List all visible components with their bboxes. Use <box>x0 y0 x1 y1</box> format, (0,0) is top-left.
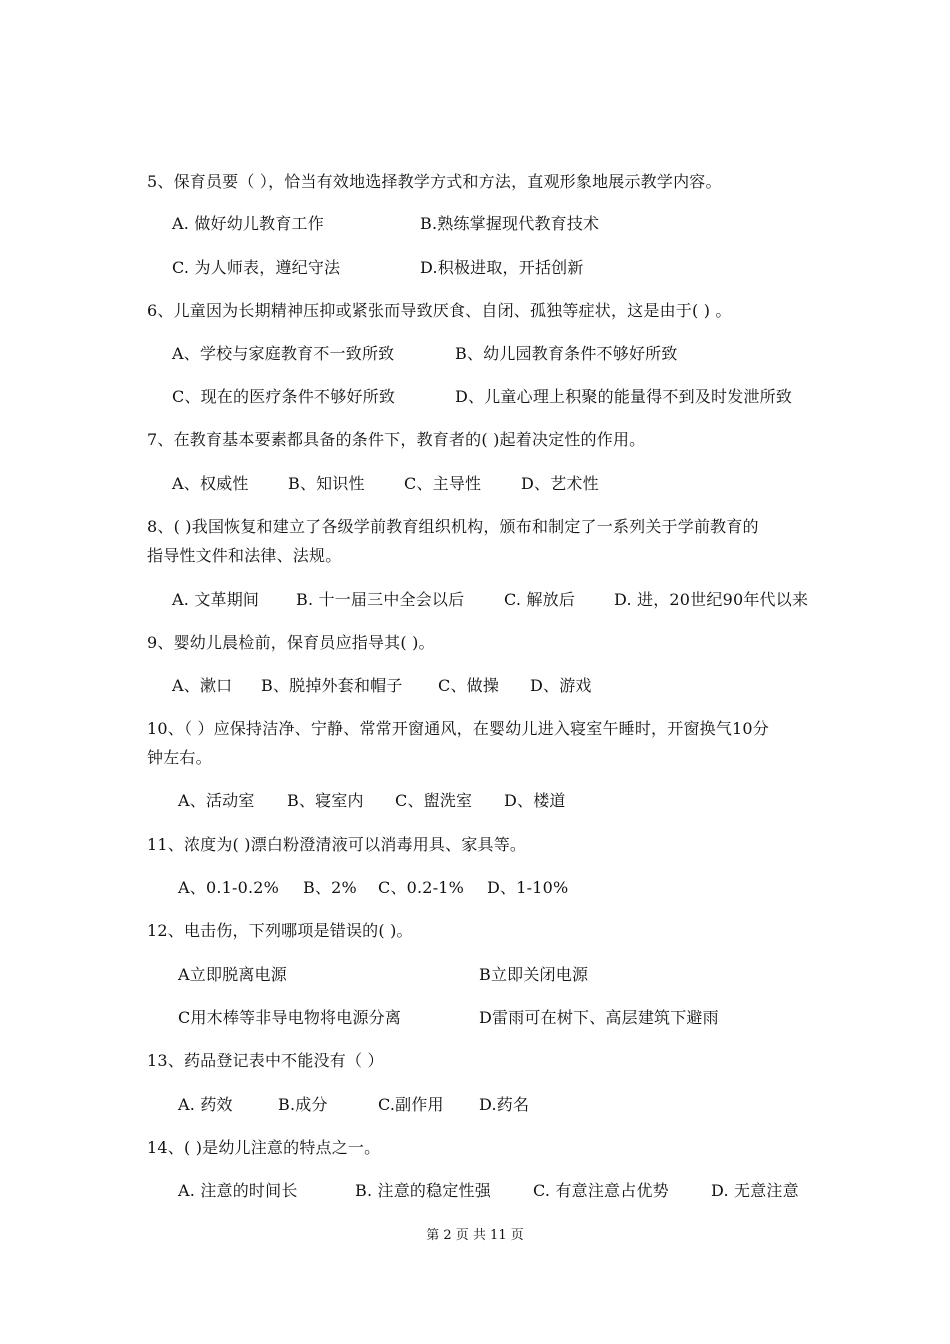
question-9-stem: 9、婴幼儿晨检前，保育员应指导其( )。 <box>147 633 435 652</box>
question-13-option-a: A. 药效 <box>178 1095 233 1114</box>
question-11-stem: 11、浓度为( )漂白粉澄清液可以消毒用具、家具等。 <box>147 835 527 854</box>
question-11-option-b: B、2% <box>303 878 357 897</box>
question-13-option-d: D.药名 <box>479 1095 530 1114</box>
question-8-option-b: B. 十一届三中全会以后 <box>296 590 465 609</box>
question-5-stem: 5、保育员要（ ），恰当有效地选择教学方式和方法，直观形象地展示教学内容。 <box>147 172 722 191</box>
question-12-option-a: A立即脱离电源 <box>178 965 287 984</box>
question-13-option-b: B.成分 <box>278 1095 328 1114</box>
question-7-option-c: C、主导性 <box>404 474 482 493</box>
question-10-option-d: D、楼道 <box>504 791 566 810</box>
question-6-option-d: D、儿童心理上积聚的能量得不到及时发泄所致 <box>455 387 793 406</box>
question-12-option-d: D雷雨可在树下、高层建筑下避雨 <box>479 1008 719 1027</box>
question-6-option-c: C、现在的医疗条件不够好所致 <box>172 387 396 406</box>
question-11-option-a: A、0.1-0.2% <box>178 878 280 897</box>
question-11-option-d: D、1-10% <box>487 878 569 897</box>
question-14-option-a: A. 注意的时间长 <box>178 1181 298 1200</box>
question-5-option-c: C. 为人师表，遵纪守法 <box>172 258 341 277</box>
question-13-option-c: C.副作用 <box>378 1095 444 1114</box>
question-11-option-c: C、0.2-1% <box>378 878 465 897</box>
question-8-stem-line-1: 8、( )我国恢复和建立了各级学前教育组织机构，颁布和制定了一系列关于学前教育的 <box>147 517 759 536</box>
question-9-option-a: A、漱口 <box>172 676 233 695</box>
question-14-stem: 14、( )是幼儿注意的特点之一。 <box>147 1138 381 1157</box>
question-6-option-b: B、幼儿园教育条件不够好所致 <box>455 344 678 363</box>
question-12-stem: 12、电击伤，下列哪项是错误的( )。 <box>147 921 413 940</box>
question-9-option-d: D、游戏 <box>530 676 592 695</box>
question-10-stem-line-2: 钟左右。 <box>147 748 212 767</box>
question-6-stem: 6、儿童因为长期精神压抑或紧张而导致厌食、自闭、孤独等症状，这是由于( ) 。 <box>147 301 732 320</box>
question-14-option-d: D. 无意注意 <box>711 1181 799 1200</box>
question-12-option-b: B立即关闭电源 <box>479 965 589 984</box>
question-7-option-b: B、知识性 <box>288 474 365 493</box>
question-13-stem: 13、药品登记表中不能没有（ ） <box>147 1051 384 1070</box>
question-5-option-d: D.积极进取，开括创新 <box>420 258 584 277</box>
question-8-option-a: A. 文革期间 <box>172 590 260 609</box>
question-8-option-d: D. 进，20世纪90年代以来 <box>614 590 809 609</box>
question-7-option-a: A、权威性 <box>172 474 249 493</box>
question-10-option-c: C、盥洗室 <box>395 791 473 810</box>
question-10-stem-line-1: 10、（ ）应保持洁净、宁静、常常开窗通风，在婴幼儿进入寝室午睡时，开窗换气10分 <box>147 719 770 738</box>
question-7-option-d: D、艺术性 <box>521 474 599 493</box>
question-8-option-c: C. 解放后 <box>504 590 576 609</box>
question-14-option-c: C. 有意注意占优势 <box>533 1181 669 1200</box>
question-10-option-b: B、寝室内 <box>287 791 364 810</box>
question-5-option-b: B.熟练掌握现代教育技术 <box>420 214 600 233</box>
question-9-option-b: B、脱掉外套和帽子 <box>261 676 403 695</box>
question-7-stem: 7、在教育基本要素都具备的条件下，教育者的( )起着决定性的作用。 <box>147 430 646 449</box>
question-5-option-a: A. 做好幼儿教育工作 <box>172 214 324 233</box>
question-14-option-b: B. 注意的稳定性强 <box>355 1181 491 1200</box>
question-12-option-c: C用木棒等非导电物将电源分离 <box>178 1008 402 1027</box>
question-10-option-a: A、活动室 <box>178 791 255 810</box>
question-8-stem-line-2: 指导性文件和法律、法规。 <box>147 546 342 565</box>
page-number-footer: 第 2 页 共 11 页 <box>426 1228 524 1243</box>
question-6-option-a: A、学校与家庭教育不一致所致 <box>172 344 395 363</box>
question-9-option-c: C、做操 <box>438 676 500 695</box>
